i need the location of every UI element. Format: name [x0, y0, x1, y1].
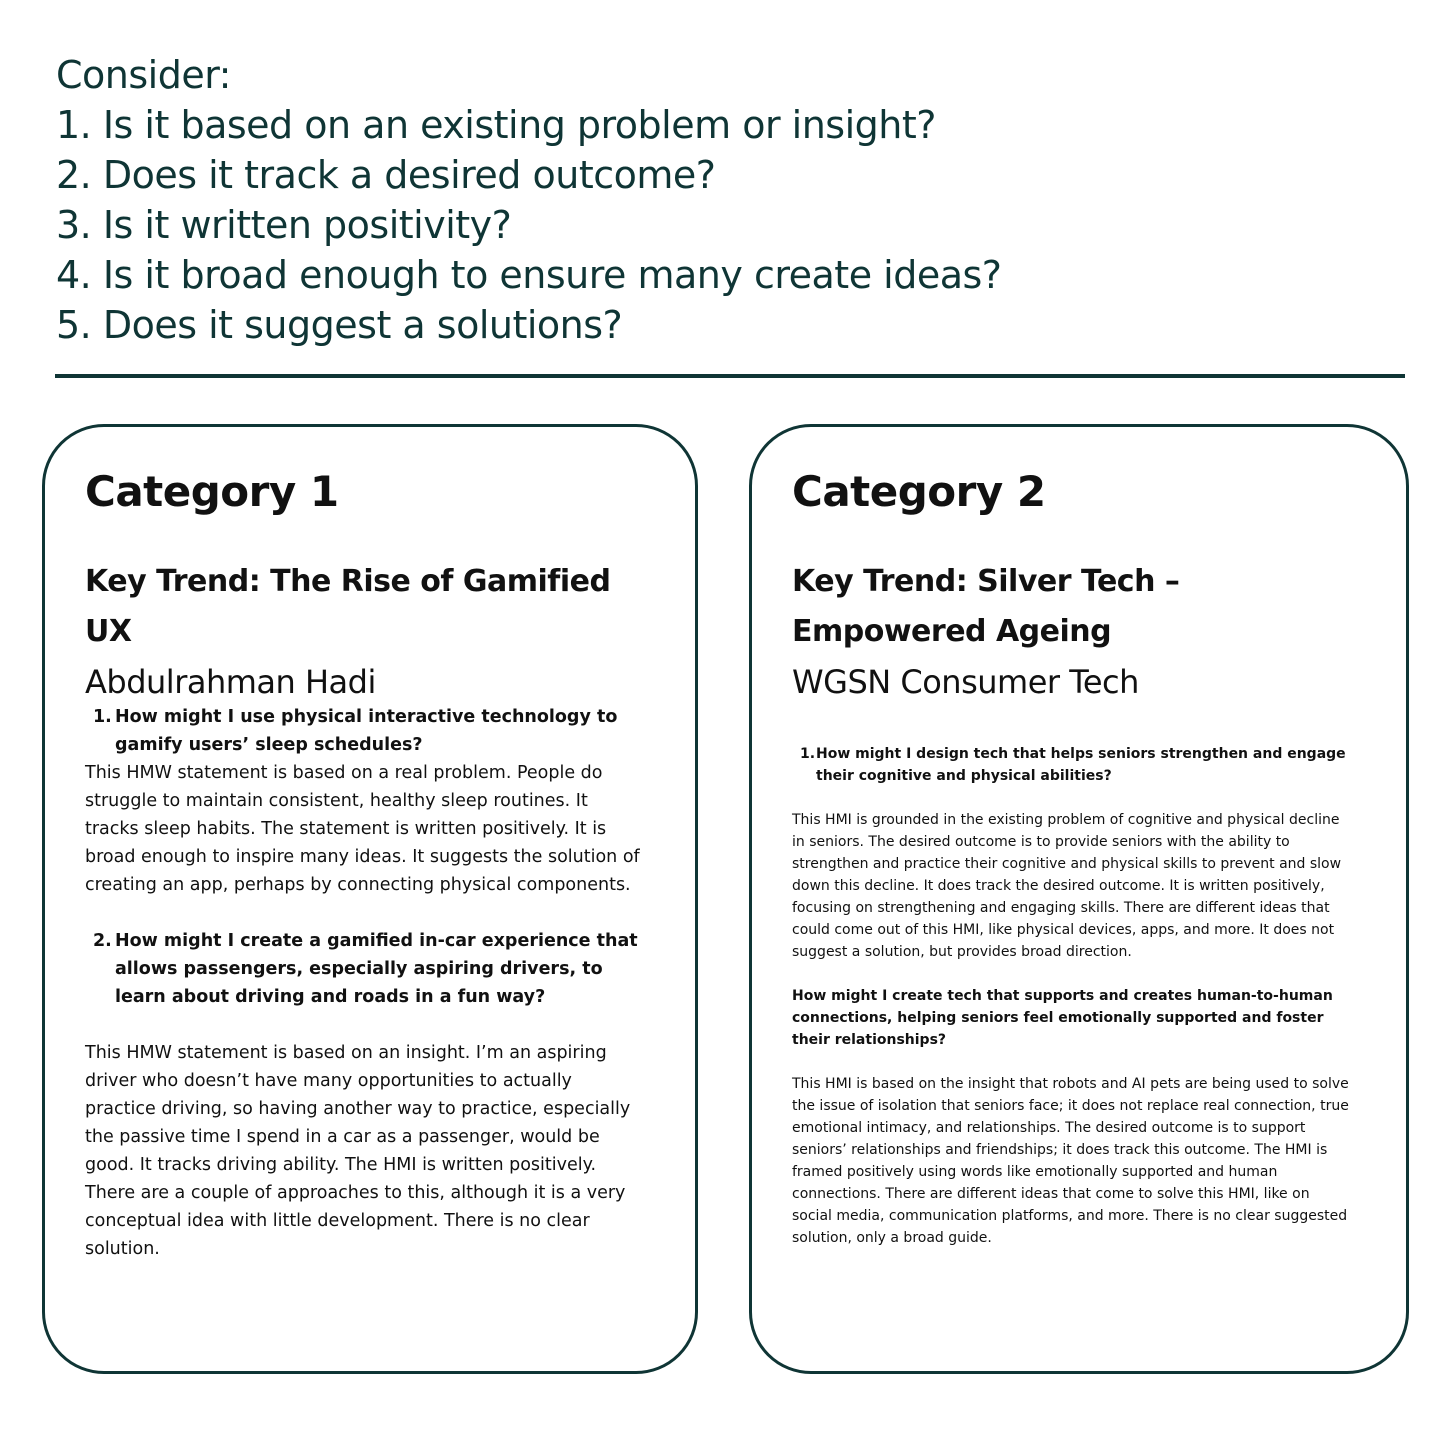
category-1-card	[42, 424, 698, 1374]
category-2-author: WGSN Consumer Tech	[792, 663, 1139, 701]
consider-item-4: 4. Is it broad enough to ensure many create ideas?	[56, 253, 1002, 297]
category-1-answer-1: This HMW statement is based on a real problem. People do struggle to maintain consistent, healthy sleep routines. It tracks sleep habits. The statement is written positively. It is broad enough to inspire many ideas. It suggests the solution of creating an app, perhaps by connecting physical components.	[85, 763, 640, 895]
question-text: How might I use physical interactive technology to gamify users’ sleep schedules?	[115, 707, 618, 755]
category-1-body	[85, 703, 645, 1263]
question-number: 1.	[800, 746, 816, 762]
category-1-question-1	[85, 703, 645, 759]
category-2-body	[792, 743, 1352, 1249]
category-2-answer-1: This HMI is grounded in the existing problem of cognitive and physical decline in seniors. The desired outcome is to provide seniors with the ability to strengthen and practice their cognitive and physical skills to prevent and slow down this decline. It does track the desired outcome. It is written positively, focusing on strengthening and engaging skills. There are different ideas that could come out of this HMI, like physical devices, apps, and more. It does not suggest a solution, but provides broad direction.	[792, 812, 1342, 960]
consider-item-3: 3. Is it written positivity?	[56, 203, 512, 247]
question-number: 1.	[93, 707, 112, 727]
question-text: How might I design tech that helps seniors strengthen and engage their cognitive and physical abilities?	[816, 746, 1346, 784]
category-1-title: Category 1	[85, 467, 339, 516]
consider-title: Consider:	[56, 53, 231, 97]
category-2-title: Category 2	[792, 467, 1046, 516]
consider-header	[56, 50, 1396, 350]
category-1-trend: Key Trend: The Rise of Gamified UX	[85, 564, 611, 649]
consider-item-5: 5. Does it suggest a solutions?	[56, 303, 623, 347]
divider	[55, 374, 1405, 378]
category-2-card	[749, 424, 1409, 1374]
question-number: 2.	[93, 931, 112, 951]
category-2-question-2: How might I create tech that supports and creates human-to-human connections, helping seniors feel emotionally supported and foster their relationships?	[792, 988, 1333, 1048]
category-2-question-1	[792, 743, 1352, 787]
category-2-trend-block	[792, 557, 1262, 707]
category-2-answer-2: This HMI is based on the insight that robots and AI pets are being used to solve the issue of isolation that seniors face; it does not replace real connection, true emotional intimacy, and relationships. The desired outcome is to support seniors’ relationships and friendships; it does track this outcome. The HMI is framed positively using words like emotionally supported and human connections. There are different ideas that come to solve this HMI, like on social media, communication platforms, and more. There is no clear suggested solution, only a broad guide.	[792, 1076, 1349, 1246]
consider-item-2: 2. Does it track a desired outcome?	[56, 153, 716, 197]
consider-item-1: 1. Is it based on an existing problem or insight?	[56, 103, 936, 147]
category-1-author: Abdulrahman Hadi	[85, 663, 376, 701]
category-1-trend-block	[85, 557, 665, 707]
category-2-trend: Key Trend: Silver Tech – Empowered Ageing	[792, 564, 1180, 649]
question-text: How might I create a gamified in-car experience that allows passengers, especially aspiring drivers, to learn about driving and roads in a fun way?	[115, 931, 638, 1007]
category-1-question-2	[85, 927, 645, 1011]
category-1-answer-2: This HMW statement is based on an insight. I’m an aspiring driver who doesn’t have many opportunities to actually practice driving, so having another way to practice, especially the passive time I spend in a car as a passenger, would be good. It tracks driving ability. The HMI is written positively. There are a couple of approaches to this, although it is a very conceptual idea with little development. There is no clear solution.	[85, 1043, 631, 1259]
